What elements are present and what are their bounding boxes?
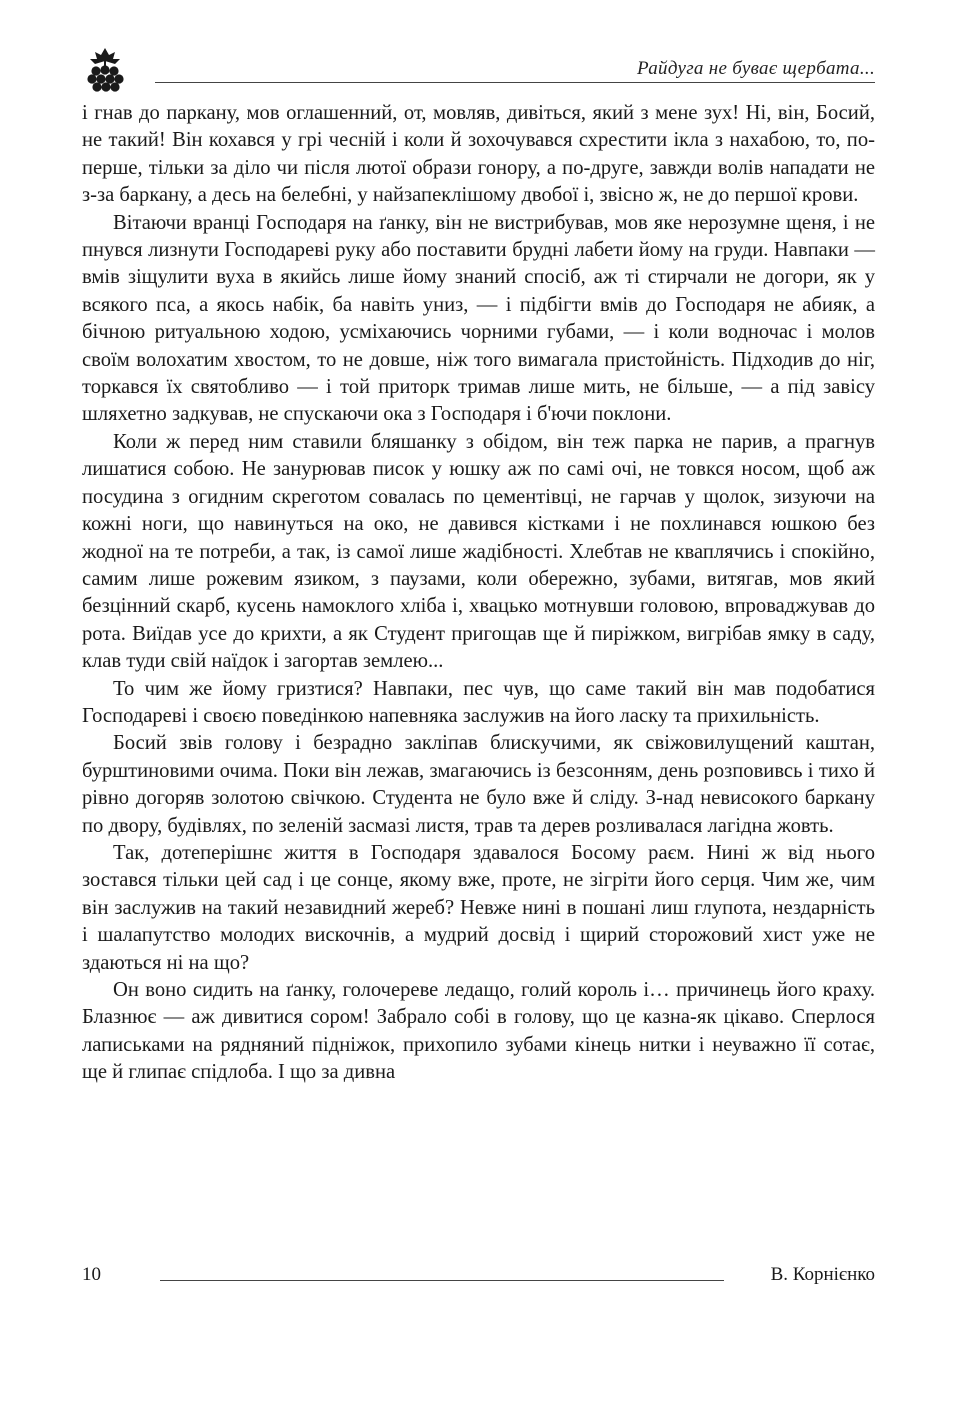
page-footer: [82, 1264, 875, 1288]
page-number: 10: [82, 1264, 101, 1285]
rowan-berries-icon: [82, 44, 128, 94]
paragraph: То чим же йому гризтися? Навпаки, пес чув, що саме такий він мав подобатися Господареві і своєю поведінкою напевняка заслужив на його ласку та прихильність.: [82, 677, 875, 727]
author-name: В. Корнієнко: [770, 1264, 875, 1285]
paragraph: Босий звів голову і безрадно закліпав блискучими, як свіжовилущений каштан, бурштиновими очима. Поки він лежав, змагаючись із безсонням, день розповивсь і тихо й рівно догоряв золотою свічкою. Студента не було вже й сліду. З-над невисокого баркану по двору, будівлях, по зеленій засмазі листя, трав та дерев розливалася лагідна жовть.: [82, 732, 875, 837]
body-text: [82, 100, 875, 1087]
paragraph: Коли ж перед ним ставили бляшанку з обідом, він теж парка не парив, а прагнув лишатися собою. Не занурював писок у юшку аж по самі очі, не товкся носом, щоб аж посудина з огидним скреготом совалась по цементівці, не гарчав у щолок, зизуючи на кожні ноги, що навинуться на око, не давився кістками і не похлинався юшкою без жодної на те потреби, а так, із самої лише жадібності. Хлебтав не кваплячись і спокійно, самим лише рожевим язиком, з паузами, коли обережно, зубами, витягав, мов який безцінний скарб, кусень намоклого хліба і, хвацько мотнувши головою, впроваджував до рота. Виїдав усе до крихти, а як Студент пригощав ще й пиріжком, вигрібав ямку в саду, клав туди свій наїдок і загортав землею...: [82, 430, 875, 673]
header-rule: [155, 82, 875, 83]
paragraph: Так, дотеперішнє життя в Господаря здавалося Босому раєм. Нині ж від нього зостався тільки цей сад і це сонце, якому вже, проте, не зігріти його серця. Чим же, чим він заслужив на такий незавидний жереб? Невже нині в пошані лиш глупота, нездарність і шалапутство молодих вискочнів, а мудрий досвід і щирий сторожовий хист уже не здаються ні на що?: [82, 841, 875, 974]
paragraph: Вітаючи вранці Господаря на ґанку, він не вистрибував, мов яке нерозумне щеня, і не пнувся лизнути Господареві руку або поставити брудні лабети йому на груди. Навпаки — вмів зіщулити вуха в якийсь лише йому знаний спосіб, аж ті стирчали не догори, як у всякого пса, а якось набік, ба навіть униз, — і підбігти вмів до Господаря не абияк, а бічною ритуальною ходою, усміхаючись чорними губами, — і коли водночас і молов своїм волохатим хвостом, то не довше, ніж того вимагала пристойність. Підходив до ніг, торкався їх святобливо — і той приторк тримав лише мить, не більше, — а під завісу шляхетно задкував, не спускаючи ока з Господаря і б'ючи поклони.: [82, 211, 875, 426]
footer-rule: [160, 1280, 724, 1281]
paragraph: Он воно сидить на ґанку, голочереве ледащо, голий король і… причинець його краху. Блазнює — аж дивитися сором! Забрало собі в голову, що це казна-як цікаво. Сперлося лаписьками на рядняний підніжок, прихопило зубами кінець нитки і неуважно її сотає, ще й глипає спідлоба. І що за дивна: [82, 979, 875, 1084]
paragraph: і гнав до паркану, мов оглашенний, от, мовляв, дивіться, який з мене зух! Ні, він, Босий, не такий! Він кохався у грі чесній і коли й зохочувався схрестити ікла з нахабою, то, по-перше, тільки за діло чи після лютої образи гонору, а по-друге, завжди волів нападати не з-за баркану, а десь на белебні, у найзапеклішому двобої і, звісно ж, не до першої крови.: [82, 102, 875, 207]
running-title: Райдуга не буває щербата...: [637, 58, 875, 79]
